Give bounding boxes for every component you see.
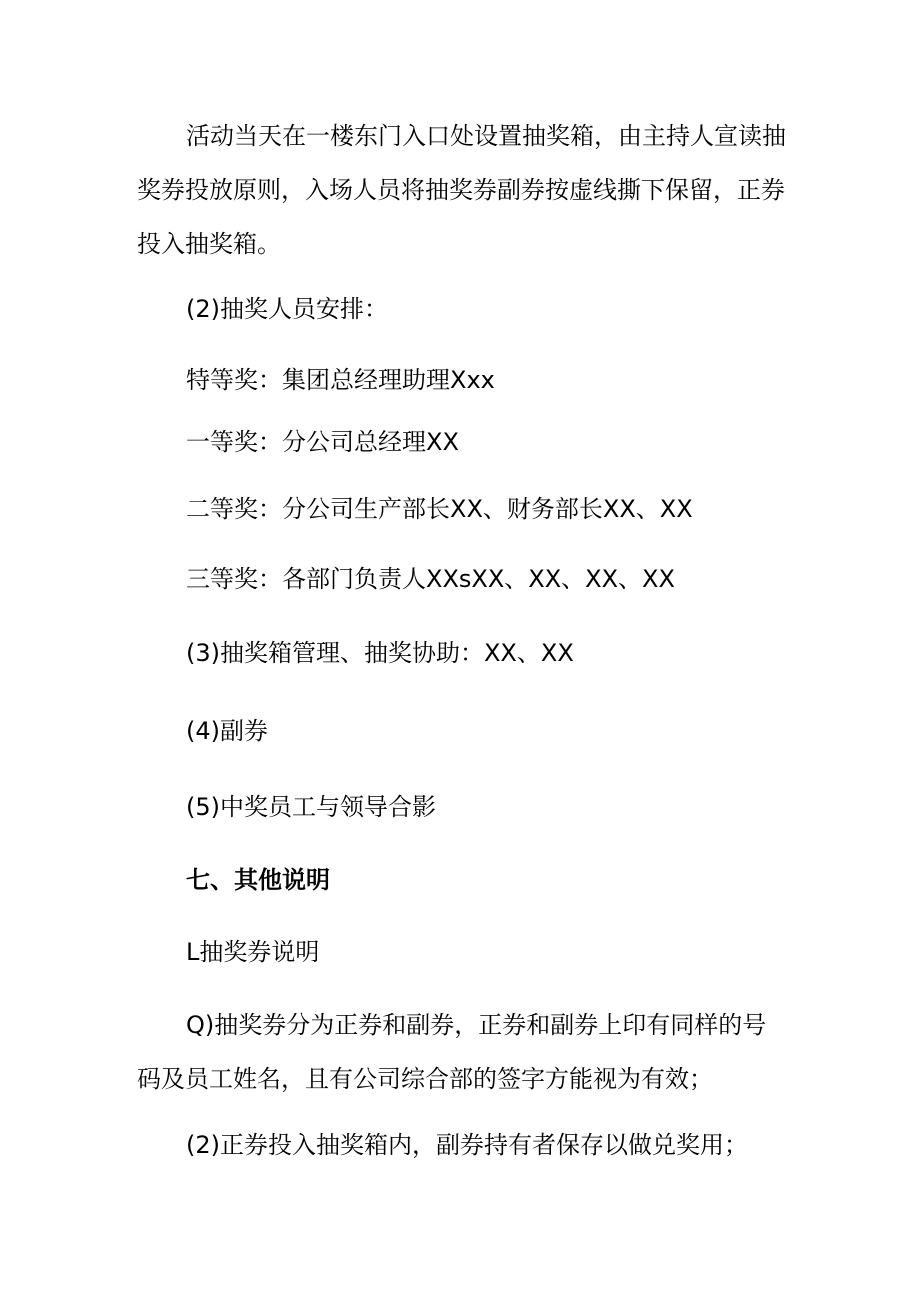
intro-paragraph: 活动当天在一楼东门入口处设置抽奖箱，由主持人宣读抽奖券投放原则，入场人员将抽奖券副券按虚线撕下保留，正券投入抽奖箱。 (137, 122, 786, 258)
stub-line: (4)副券 (186, 717, 268, 745)
first-prize-line: 一等奖：分公司总经理XX (186, 428, 459, 456)
staff-arrangement-heading: (2)抽奖人员安排： (186, 295, 388, 323)
ticket-rule-1-paragraph: Q)抽奖券分为正券和副券，正券和副券上印有同样的号码及员工姓名，且有公司综合部的签字方能视为有效； (137, 1011, 767, 1093)
section-seven-heading: 七、其他说明 (186, 866, 330, 894)
third-prize-line: 三等奖：各部门负责人XXsXX、XX、XX、XX (186, 565, 675, 593)
photo-line: (5)中奖员工与领导合影 (186, 793, 436, 821)
special-prize-line: 特等奖：集团总经理助理Xxx (186, 366, 495, 394)
ticket-rule-2-line: (2)正券投入抽奖箱内，副券持有者保存以做兑奖用； (186, 1131, 748, 1159)
ticket-explanation-heading: L抽奖券说明 (186, 938, 320, 966)
second-prize-line: 二等奖：分公司生产部长XX、财务部长XX、XX (186, 495, 693, 523)
box-management-line: (3)抽奖箱管理、抽奖协助：XX、XX (186, 639, 574, 667)
